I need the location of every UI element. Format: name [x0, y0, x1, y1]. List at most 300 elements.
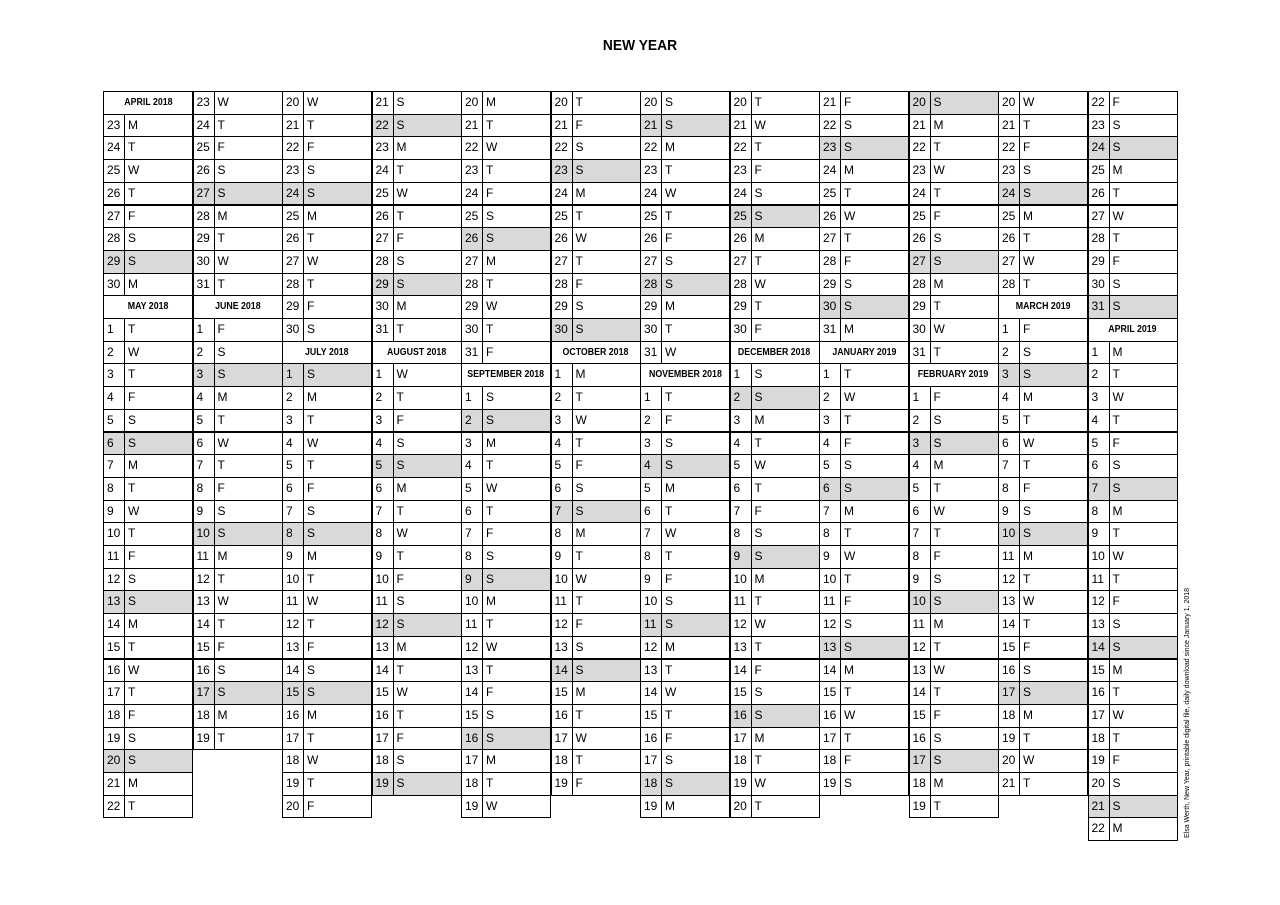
day-of-week: S: [128, 753, 137, 768]
day-of-week: S: [575, 140, 584, 155]
day-number: 17: [552, 728, 573, 750]
day-of-week: S: [307, 685, 316, 700]
day-cell: [730, 590, 820, 614]
day-cell: [193, 477, 283, 501]
day-cell: [372, 363, 462, 387]
day-cell: [1088, 795, 1178, 819]
day-cell: [461, 341, 551, 365]
day-of-week: T: [754, 140, 762, 155]
day-cell: [193, 613, 283, 637]
day-cell: [193, 250, 283, 274]
day-cell: [1088, 363, 1178, 387]
day-number: 5: [552, 455, 573, 477]
day-number: 10: [552, 569, 573, 591]
day-of-week: M: [128, 617, 138, 632]
day-of-week: S: [396, 435, 405, 450]
day-number: 14: [462, 682, 483, 704]
day-number: 11: [283, 591, 304, 613]
day-cell: [193, 136, 283, 160]
day-of-week: F: [486, 526, 494, 541]
day-of-week: W: [396, 367, 408, 382]
day-number: 24: [1089, 137, 1110, 159]
day-number: 13: [641, 660, 662, 682]
day-cell: [282, 522, 372, 546]
day-number: 11: [373, 591, 394, 613]
day-cell: [909, 727, 999, 751]
day-cell: [551, 91, 641, 115]
day-of-week: F: [1023, 480, 1031, 495]
day-of-week: M: [1112, 163, 1123, 178]
day-cell: [103, 136, 193, 160]
day-cell: [103, 363, 193, 387]
day-number: 12: [283, 614, 304, 636]
day-cell: [730, 136, 820, 160]
day-cell: [730, 704, 820, 728]
day-number: 10: [104, 523, 125, 545]
day-of-week: S: [307, 322, 316, 336]
day-of-week: W: [1112, 707, 1124, 722]
day-cell: [640, 500, 730, 524]
day-cell: [819, 681, 909, 705]
day-of-week: M: [1023, 208, 1033, 223]
day-of-week: S: [844, 617, 853, 632]
day-number: 16: [462, 728, 483, 750]
day-number: 25: [283, 206, 304, 228]
day-number: 11: [462, 614, 483, 636]
day-of-week: W: [575, 231, 587, 246]
day-number: 3: [1089, 387, 1110, 409]
day-number: 11: [910, 614, 931, 636]
day-number: 14: [373, 660, 394, 682]
day-cell: [640, 250, 730, 274]
day-number: 21: [999, 115, 1020, 137]
day-number: 2: [283, 387, 304, 409]
day-cell: [1088, 386, 1178, 410]
day-number: 25: [731, 206, 752, 228]
day-number: 12: [820, 614, 841, 636]
day-cell: [282, 227, 372, 251]
day-cell: [819, 114, 909, 138]
day-number: 7: [462, 523, 483, 545]
day-cell: [551, 772, 641, 796]
day-cell: [193, 318, 283, 342]
day-of-week: M: [396, 639, 407, 654]
day-cell: [103, 613, 193, 637]
day-number: 25: [373, 183, 394, 205]
day-cell: [193, 227, 283, 251]
day-cell: [1088, 659, 1178, 683]
day-number: 13: [373, 637, 394, 659]
day-cell: [282, 795, 372, 819]
day-of-week: F: [128, 390, 136, 405]
day-of-week: T: [754, 480, 762, 495]
day-cell: [730, 318, 820, 342]
day-number: 2: [641, 410, 662, 432]
day-of-week: F: [844, 253, 852, 268]
day-of-week: T: [575, 435, 583, 450]
day-cell: [551, 636, 641, 660]
day-of-week: W: [754, 617, 766, 632]
day-of-week: S: [217, 503, 226, 518]
day-number: 23: [820, 137, 841, 159]
day-number: 27: [194, 183, 215, 205]
day-number: 4: [999, 387, 1020, 409]
day-number: 3: [552, 410, 573, 432]
day-cell: [551, 318, 641, 342]
day-number: 23: [641, 160, 662, 182]
day-number: 14: [999, 614, 1020, 636]
day-number: 19: [641, 796, 662, 818]
day-cell: [640, 227, 730, 251]
day-cell: [282, 363, 372, 387]
day-cell: [551, 522, 641, 546]
day-cell: [1088, 590, 1178, 614]
day-number: 2: [552, 387, 573, 409]
day-cell: [998, 136, 1088, 160]
day-of-week: S: [307, 662, 316, 677]
day-number: 29: [194, 228, 215, 250]
day-of-week: T: [486, 458, 494, 473]
day-number: 29: [104, 251, 125, 273]
day-of-week: T: [486, 163, 494, 178]
day-cell: [730, 749, 820, 773]
day-number: 20: [731, 796, 752, 818]
day-cell: [1088, 636, 1178, 660]
day-of-week: F: [128, 707, 136, 722]
day-of-week: F: [486, 185, 494, 200]
day-cell: [461, 681, 551, 705]
day-number: 17: [462, 750, 483, 772]
day-cell: [372, 681, 462, 705]
day-number: 8: [283, 523, 304, 545]
day-of-week: W: [128, 344, 140, 359]
day-cell: [998, 590, 1088, 614]
day-number: 1: [373, 364, 394, 386]
day-cell: [282, 681, 372, 705]
day-of-week: M: [665, 299, 675, 314]
day-number: 7: [283, 501, 304, 523]
day-number: 25: [641, 206, 662, 228]
day-number: 15: [820, 682, 841, 704]
day-of-week: M: [307, 549, 317, 563]
day-cell: [640, 522, 730, 546]
day-of-week: S: [1112, 140, 1121, 155]
day-number: 18: [910, 773, 931, 795]
day-number: 12: [1089, 591, 1110, 613]
day-of-week: M: [933, 276, 944, 291]
day-number: 13: [731, 637, 752, 659]
day-of-week: T: [575, 549, 583, 563]
day-cell: [909, 318, 999, 342]
day-number: 17: [194, 682, 215, 704]
day-number: 15: [373, 682, 394, 704]
day-cell: [551, 432, 641, 456]
day-number: 7: [641, 523, 662, 545]
day-of-week: S: [128, 231, 137, 246]
day-cell: [640, 772, 730, 796]
day-of-week: S: [486, 231, 495, 246]
day-of-week: F: [217, 480, 225, 495]
day-of-week: M: [933, 458, 944, 473]
day-number: 26: [641, 228, 662, 250]
day-of-week: W: [128, 503, 140, 518]
day-number: 12: [104, 569, 125, 591]
day-cell: [819, 772, 909, 796]
day-number: 5: [820, 455, 841, 477]
day-of-week: M: [844, 163, 854, 178]
day-number: 26: [373, 206, 394, 228]
day-cell: [909, 295, 999, 319]
day-of-week: F: [128, 549, 136, 563]
day-number: 1: [999, 319, 1020, 341]
day-cell: [909, 227, 999, 251]
day-cell: [909, 613, 999, 637]
day-of-week: W: [754, 276, 766, 291]
day-number: 10: [731, 569, 752, 591]
day-of-week: T: [754, 798, 762, 813]
day-cell: [551, 477, 641, 501]
day-cell: [103, 341, 193, 365]
day-number: 17: [999, 682, 1020, 704]
day-of-week: F: [844, 594, 852, 609]
day-number: 21: [104, 773, 125, 795]
day-number: 29: [910, 296, 931, 318]
month-header: AUGUST 2018: [372, 341, 462, 365]
day-of-week: F: [1023, 639, 1031, 654]
day-cell: [551, 659, 641, 683]
day-cell: [103, 795, 193, 819]
day-number: 25: [1089, 160, 1110, 182]
day-number: 9: [1089, 523, 1110, 545]
day-number: 20: [283, 92, 304, 114]
day-cell: [551, 386, 641, 410]
day-number: 22: [462, 137, 483, 159]
day-cell: [193, 363, 283, 387]
day-number: 29: [373, 274, 394, 296]
day-cell: [193, 114, 283, 138]
day-number: 5: [462, 478, 483, 500]
day-of-week: T: [128, 639, 136, 654]
day-number: 25: [910, 206, 931, 228]
day-of-week: S: [396, 458, 405, 473]
day-cell: [1088, 273, 1178, 297]
day-cell: [372, 250, 462, 274]
day-cell: [372, 545, 462, 569]
day-number: 13: [910, 660, 931, 682]
day-cell: [551, 727, 641, 751]
day-number: 11: [1089, 569, 1110, 591]
day-of-week: S: [1023, 503, 1032, 518]
day-of-week: T: [665, 390, 673, 405]
day-of-week: T: [754, 435, 762, 450]
day-of-week: S: [575, 639, 584, 654]
month-header: SEPTEMBER 2018: [461, 363, 551, 387]
day-of-week: S: [1112, 617, 1121, 632]
day-cell: [640, 273, 730, 297]
day-of-week: W: [128, 163, 140, 178]
day-cell: [461, 477, 551, 501]
day-number: 2: [1089, 364, 1110, 386]
day-of-week: F: [486, 344, 494, 359]
day-number: 20: [104, 750, 125, 772]
day-cell: [909, 477, 999, 501]
day-cell: [461, 182, 551, 206]
day-cell: [193, 273, 283, 297]
day-cell: [1088, 704, 1178, 728]
day-number: 3: [731, 410, 752, 432]
month-header: NOVEMBER 2018: [640, 363, 730, 387]
day-cell: [372, 159, 462, 183]
day-of-week: T: [933, 299, 941, 314]
day-number: 3: [641, 433, 662, 455]
day-cell: [461, 159, 551, 183]
day-number: 24: [462, 183, 483, 205]
day-of-week: T: [754, 299, 762, 314]
day-cell: [103, 568, 193, 592]
day-of-week: T: [1023, 412, 1031, 427]
day-of-week: M: [128, 276, 138, 291]
day-of-week: T: [933, 344, 941, 359]
day-cell: [461, 590, 551, 614]
day-of-week: T: [575, 390, 583, 405]
day-number: 21: [999, 773, 1020, 795]
day-cell: [282, 545, 372, 569]
day-cell: [819, 205, 909, 229]
day-number: 31: [462, 342, 483, 364]
day-number: 8: [373, 523, 394, 545]
day-of-week: S: [754, 707, 763, 722]
day-cell: [730, 772, 820, 796]
day-cell: [998, 432, 1088, 456]
day-cell: [819, 432, 909, 456]
day-cell: [640, 182, 730, 206]
day-cell: [461, 727, 551, 751]
day-of-week: S: [1112, 776, 1121, 790]
day-number: 30: [104, 274, 125, 296]
day-of-week: T: [396, 662, 404, 677]
day-of-week: T: [1112, 412, 1120, 427]
day-of-week: T: [396, 322, 404, 336]
day-cell: [909, 795, 999, 819]
day-number: 15: [731, 682, 752, 704]
day-cell: [909, 681, 999, 705]
day-of-week: T: [665, 549, 673, 563]
day-of-week: T: [217, 571, 225, 586]
day-cell: [730, 613, 820, 637]
day-cell: [103, 114, 193, 138]
day-of-week: S: [396, 594, 405, 609]
day-of-week: M: [933, 776, 944, 790]
day-cell: [1088, 205, 1178, 229]
day-number: 30: [373, 296, 394, 318]
day-cell: [372, 273, 462, 297]
day-cell: [193, 568, 283, 592]
day-of-week: M: [575, 185, 586, 200]
day-number: 21: [731, 115, 752, 137]
day-of-week: F: [1023, 140, 1031, 155]
day-cell: [551, 295, 641, 319]
day-of-week: S: [844, 276, 853, 291]
day-cell: [730, 795, 820, 819]
day-number: 23: [194, 92, 215, 114]
day-cell: [282, 136, 372, 160]
day-cell: [193, 659, 283, 683]
day-cell: [193, 205, 283, 229]
day-number: 13: [462, 660, 483, 682]
day-number: 16: [552, 705, 573, 727]
day-number: 9: [910, 569, 931, 591]
day-number: 13: [104, 591, 125, 613]
day-number: 15: [552, 682, 573, 704]
day-of-week: F: [754, 662, 762, 677]
day-cell: [819, 159, 909, 183]
day-cell: [998, 727, 1088, 751]
day-cell: [640, 432, 730, 456]
day-number: 27: [104, 206, 125, 228]
day-cell: [193, 409, 283, 433]
day-of-week: S: [396, 617, 405, 632]
day-number: 26: [283, 228, 304, 250]
day-cell: [998, 749, 1088, 773]
day-of-week: S: [665, 594, 674, 609]
day-of-week: W: [307, 95, 319, 109]
day-number: 13: [820, 637, 841, 659]
day-of-week: T: [396, 208, 404, 223]
day-of-week: T: [1112, 685, 1120, 700]
day-of-week: T: [1023, 458, 1031, 473]
day-cell: [1088, 500, 1178, 524]
day-number: 1: [552, 364, 573, 386]
day-cell: [640, 545, 730, 569]
day-of-week: S: [665, 253, 674, 268]
day-number: 24: [373, 160, 394, 182]
day-cell: [819, 749, 909, 773]
day-of-week: S: [1023, 367, 1032, 382]
day-number: 26: [462, 228, 483, 250]
day-number: 16: [999, 660, 1020, 682]
day-of-week: S: [217, 163, 226, 178]
day-number: 23: [283, 160, 304, 182]
day-cell: [372, 749, 462, 773]
day-number: 28: [373, 251, 394, 273]
day-of-week: S: [217, 344, 226, 359]
day-cell: [1088, 545, 1178, 569]
day-number: 22: [999, 137, 1020, 159]
day-number: 16: [283, 705, 304, 727]
day-of-week: F: [396, 412, 404, 427]
day-number: 28: [910, 274, 931, 296]
day-number: 6: [373, 478, 394, 500]
day-number: 29: [1089, 251, 1110, 273]
day-number: 2: [910, 410, 931, 432]
day-of-week: S: [665, 776, 674, 790]
day-cell: [730, 386, 820, 410]
day-of-week: S: [933, 435, 942, 450]
day-number: 7: [1089, 478, 1110, 500]
day-number: 4: [552, 433, 573, 455]
day-of-week: W: [307, 435, 319, 450]
day-number: 15: [999, 637, 1020, 659]
day-number: 1: [910, 387, 931, 409]
day-number: 25: [999, 206, 1020, 228]
day-of-week: F: [665, 730, 673, 745]
day-of-week: S: [217, 685, 226, 700]
day-cell: [909, 522, 999, 546]
day-number: 22: [910, 137, 931, 159]
day-number: 6: [194, 433, 215, 455]
day-number: 8: [462, 546, 483, 568]
day-of-week: W: [575, 730, 587, 745]
